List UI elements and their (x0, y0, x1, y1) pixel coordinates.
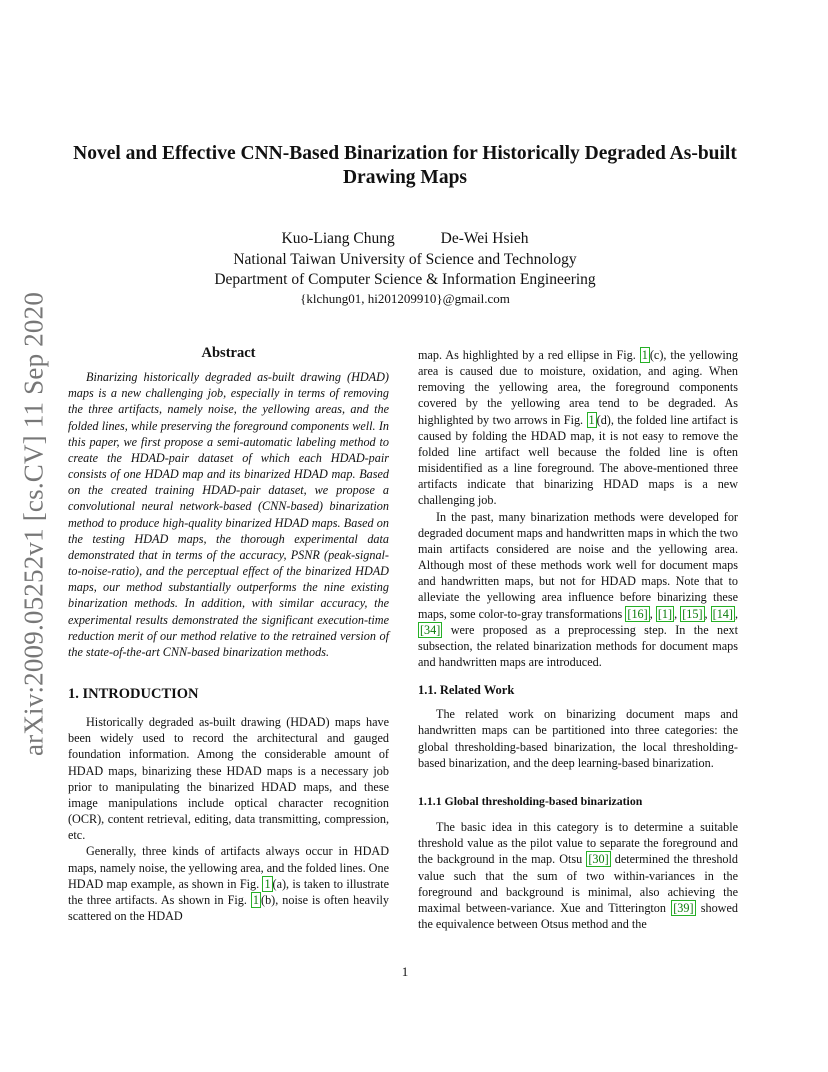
abstract-text: Binarizing historically degraded as-built drawing (HDAD) maps is a new challenging job, especially in terms of removing the three artifacts, namely noise, the yellowing areas, and the folded lines, while preserving the foreground components well. In this paper, we first propose a semi-automatic labeling method to create the HDAD-pair dataset of which each HDAD-pair consists of one HDAD map and its binarized HDAD map. Based on the created training HDAD-pair dataset, we propose a convolutional neural network-based (CNN-based) binarization method to produce high-quality binarized HDAD maps. Based on the testing HDAD maps, the thorough experimental data demonstrated that in terms of the accuracy, PSNR (peak-signal-to-noise-ratio), and the perceptual effect of the binarized HDAD maps, our method substantially outperforms the nine existing binarization methods. In addition, with similar accuracy, the experimental results demonstrated the significant execution-time reduction merit of our method relative to the retrained version of the state-of-the-art CNN-based binarization methods. (68, 370, 389, 659)
intro-paragraph-2 (68, 843, 389, 924)
affiliation-university: National Taiwan University of Science and Technology (233, 251, 577, 268)
right-paragraph-2 (418, 509, 738, 671)
left-column (68, 345, 389, 924)
right-p1-text: map. As highlighted by a red ellipse in Fig. (418, 348, 640, 362)
intro-p2-text: Generally, three kinds of artifacts always occur in HDAD maps, namely noise, the yellowing area, and the folded lines. One HDAD map example, as shown in Fig. (68, 844, 389, 891)
author-email: {klchung01, hi201209910}@gmail.com (300, 291, 510, 306)
intro-p2-text: (b), noise is often heavily scattered on the HDAD (68, 892, 389, 923)
citation-link[interactable]: [16] (627, 606, 648, 621)
citation-link[interactable]: [1] (657, 606, 673, 621)
citation-separator: , (649, 606, 656, 621)
global-thresholding-paragraph (418, 819, 738, 932)
global-text: showed the equivalence between Otsus method and the (418, 900, 738, 931)
global-text: The basic idea in this category is to determine a suitable threshold value as the pilot value to separate the foreground and the background in the map. Otsu (418, 820, 738, 867)
affiliation-department: Department of Computer Science & Information Engineering (214, 271, 596, 288)
intro-p2-text: (a), is taken to illustrate the three artifacts. As shown in Fig. (68, 876, 389, 907)
author-list (0, 229, 810, 249)
author-name: Kuo-Liang Chung (281, 230, 395, 247)
citation-separator: , (734, 606, 739, 621)
page-number: 1 (401, 964, 409, 979)
arxiv-stamp-text: arXiv:2009.05252v1 [cs.CV] 11 Sep 2020 (18, 291, 49, 757)
citation-link[interactable]: [30] (588, 852, 609, 867)
citation-separator: , (674, 606, 681, 621)
figure-ref-link[interactable]: 1 (641, 348, 648, 362)
title-line-1: Novel and Effective CNN-Based Binarization for Historically Degraded As-built (73, 143, 737, 164)
global-text: determined the threshold value such that the sum of two within-variances in the foreground and background is minimal, also achieving the maximal between-variance. Xue and Titterington (418, 852, 738, 915)
right-p1-text: (d), the folded line artifact is caused by folding the HDAD map, it is not easy to remove the folded line artifact well because the folded line is often misidentified as a line foreground. The above-mentioned three artifacts indicate that binarizing HDAD maps is a new challenging job. (418, 412, 738, 508)
arxiv-stamp (14, 288, 54, 760)
intro-paragraph-1: Historically degraded as-built drawing (HDAD) maps have been widely used to record the architectural and gauged foundation information. Among the considerable amount of HDAD maps, binarizing these HDAD maps is a necessary job prior to manipulating the binarized HDAD maps, and these image manipulations include optical character recognition (OCR), content retrieval, editing, data transmitting, compression, etc. (68, 715, 389, 843)
title-line-2: Drawing Maps (342, 167, 468, 188)
right-paragraph-1 (418, 347, 738, 509)
figure-ref-link[interactable]: 1 (588, 412, 595, 427)
right-p1-text: (c), the yellowing area is caused due to moisture, oxidation, and aging. When removing the yellowing area, the foreground components covered by the yellowing area tend to be degraded. As highlighted by two arrows in Fig. (418, 348, 738, 427)
abstract-heading: Abstract (201, 345, 256, 361)
author-name: De-Wei Hsieh (440, 230, 529, 247)
related-work-heading: 1.1. Related Work (418, 683, 515, 698)
right-p2-text: were proposed as a preprocessing step. In the next subsection, the related binarization methods for document maps and handwritten maps are introduced. (418, 622, 738, 669)
related-work-paragraph: The related work on binarizing document maps and handwritten maps can be partitioned into three categories: the global thresholding-based binarization, the local thresholding-based binarization, and the deep learning-based binarization. (418, 707, 738, 770)
citation-link[interactable]: [34] (420, 622, 441, 637)
citation-separator: , (704, 606, 711, 621)
citation-link[interactable]: [14] (712, 606, 733, 621)
right-column (418, 347, 738, 932)
introduction-heading: 1. INTRODUCTION (68, 685, 199, 702)
paper-title (60, 142, 750, 190)
citation-link[interactable]: [15] (682, 606, 703, 621)
right-p2-text: In the past, many binarization methods were developed for degraded document maps and handwritten maps in which the two main artifacts considered are noise and the yellowing area. Although most of these methods work well for document maps and handwritten maps, but not for HDAD maps. Note that to alleviate the yellowing area influence before binarizing these maps, some color-to-gray transformations (418, 509, 738, 621)
citation-link[interactable]: [39] (673, 900, 694, 915)
figure-ref-link[interactable]: 1 (252, 892, 260, 907)
global-thresholding-heading: 1.1.1 Global thresholding-based binarization (418, 793, 643, 808)
figure-ref-link[interactable]: 1 (264, 876, 271, 891)
